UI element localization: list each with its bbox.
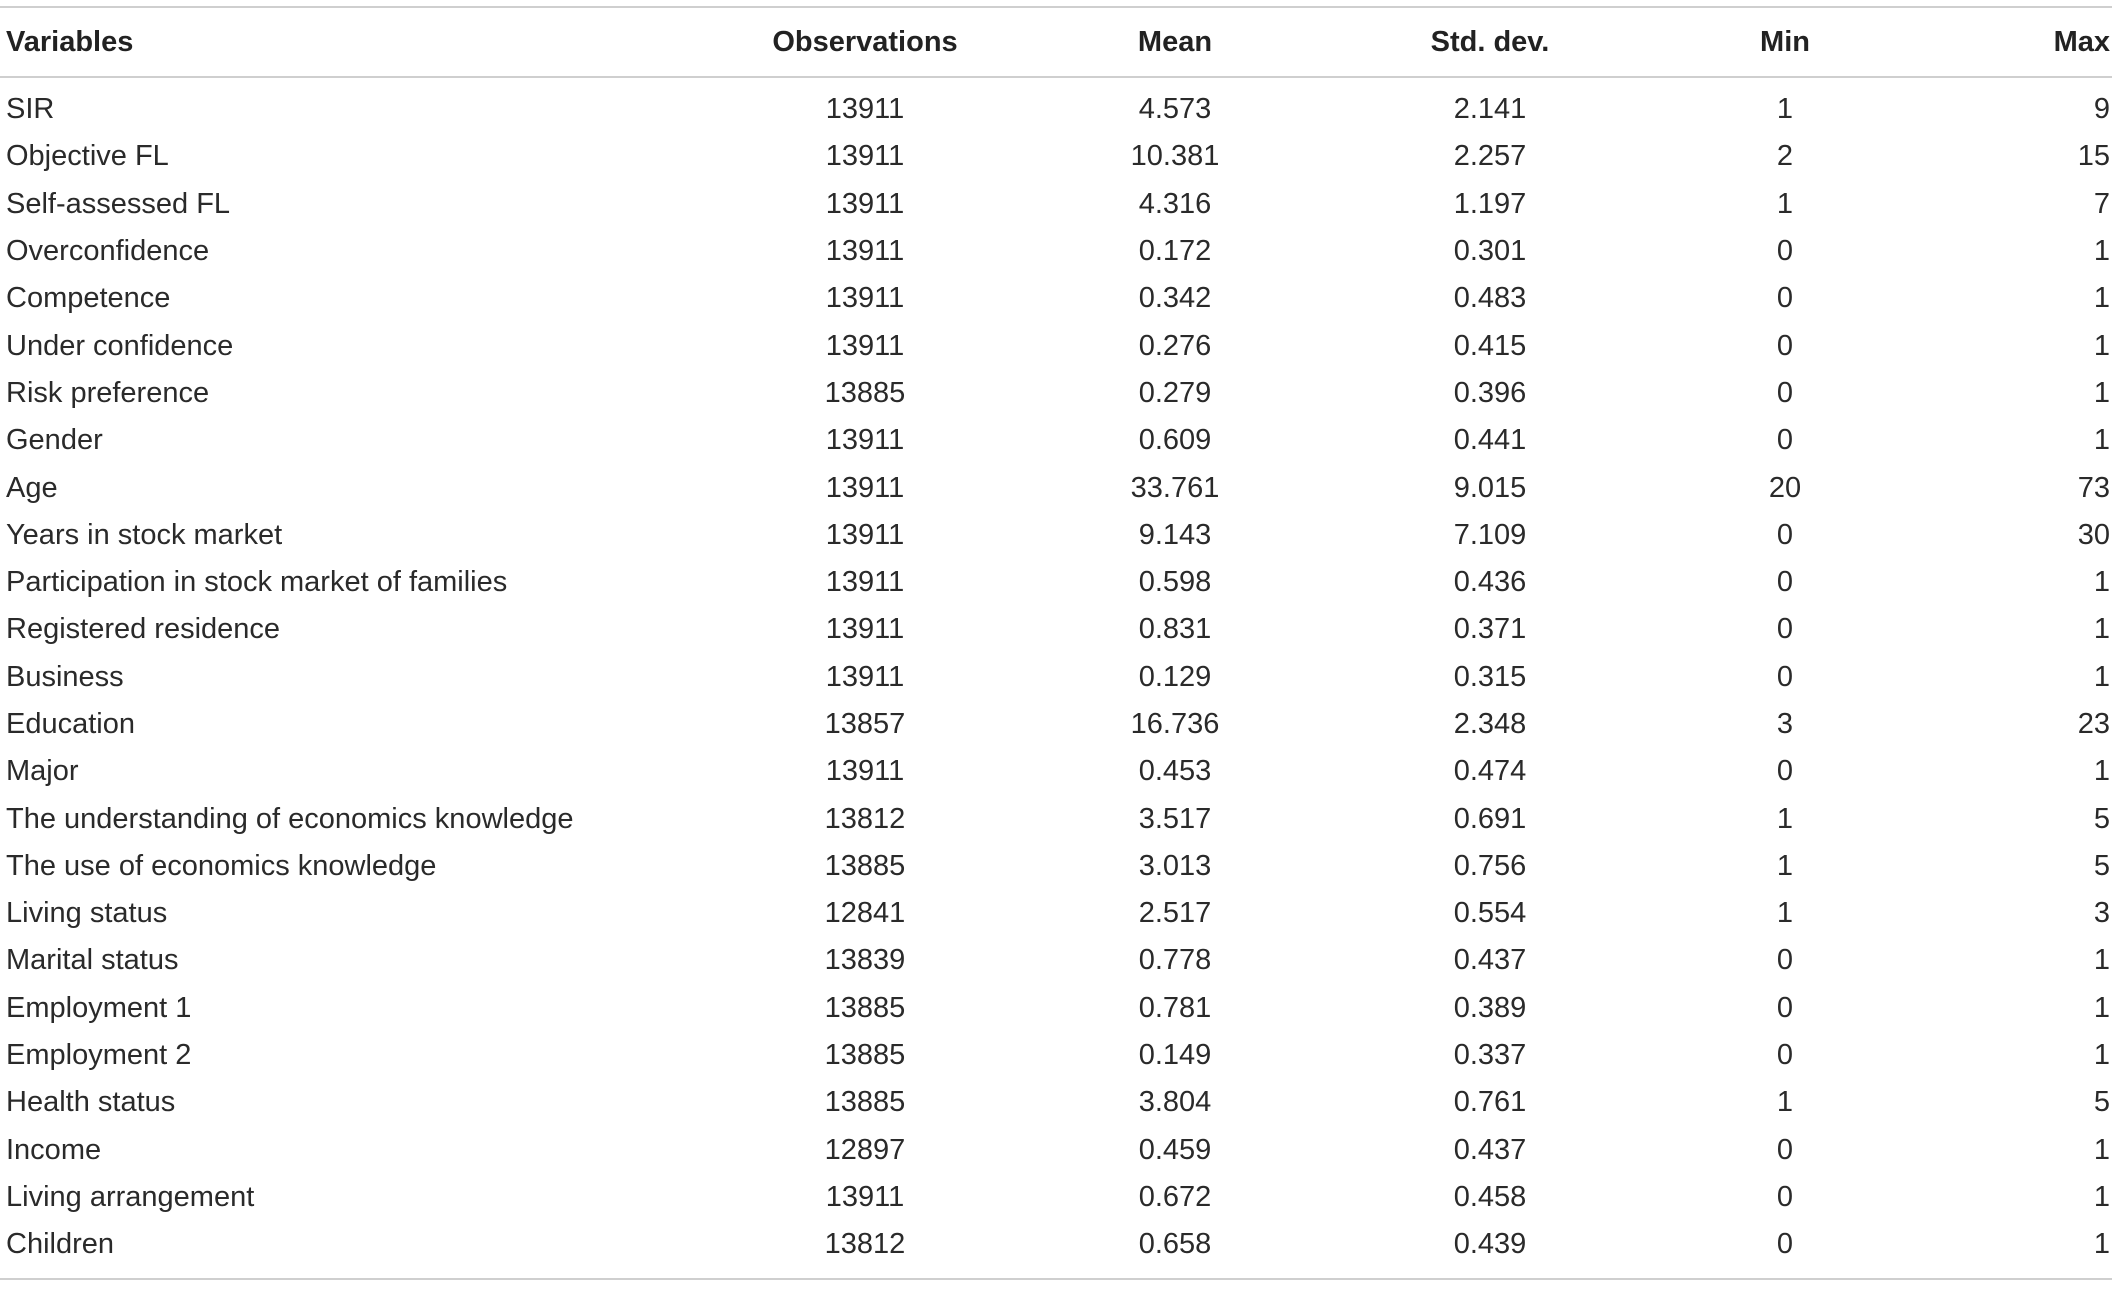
table-row [0,1127,2112,1174]
table-row [0,181,2112,228]
cell-mean: 3.517 [1138,802,1212,835]
cell-max: 1 [2093,376,2110,409]
cell-max: 30 [2077,518,2110,551]
cell-mean: 0.609 [1138,424,1212,457]
cell-min: 0 [1776,329,1794,362]
cell-mean: 16.736 [1130,708,1220,740]
table-body [0,77,2112,1279]
cell-std-dev: 0.458 [1453,1180,1527,1213]
cell-observations: 13911 [825,1180,905,1213]
cell-min: 1 [1776,1086,1794,1119]
cell-max: 1 [2093,1228,2110,1261]
table-row [0,228,2112,275]
cell-mean: 0.658 [1138,1228,1212,1261]
header-max: Max [2053,25,2110,58]
cell-mean: 4.316 [1138,187,1212,220]
cell-std-dev: 2.141 [1453,93,1527,126]
cell-std-dev: 9.015 [1453,471,1527,504]
table-row [0,322,2112,369]
cell-variable: Objective FL [6,140,169,173]
cell-max: 3 [2093,897,2110,930]
cell-min: 0 [1776,424,1794,457]
table-row [0,1174,2112,1221]
cell-std-dev: 0.337 [1453,1039,1527,1072]
cell-min: 2 [1776,140,1794,173]
table-row [0,985,2112,1032]
cell-min: 0 [1776,1133,1794,1166]
cell-mean: 0.276 [1138,329,1212,362]
header-variables: Variables [6,25,134,58]
table-row [0,275,2112,322]
cell-variable: Marital status [6,944,179,977]
header-row [0,7,2112,77]
cell-std-dev: 0.483 [1453,282,1527,315]
table-row [0,1079,2112,1126]
cell-mean: 9.143 [1138,518,1212,551]
cell-mean: 2.517 [1138,897,1212,930]
cell-max: 73 [2077,471,2110,504]
cell-min: 0 [1776,1228,1794,1261]
cell-mean: 33.761 [1130,471,1220,504]
table-row [0,559,2112,606]
cell-min: 0 [1776,991,1794,1024]
cell-mean: 0.342 [1138,282,1212,315]
cell-mean: 0.778 [1138,944,1212,977]
cell-max: 1 [2093,282,2110,315]
cell-min: 1 [1776,187,1794,220]
table-row [0,748,2112,795]
cell-variable: Risk preference [6,376,210,409]
table-row [0,133,2112,180]
cell-variable: Living arrangement [6,1180,255,1213]
cell-min: 0 [1776,944,1794,977]
cell-min: 1 [1776,802,1794,835]
cell-std-dev: 0.415 [1453,329,1527,362]
header-std-dev: Std. dev. [1430,25,1550,58]
cell-variable: Employment 2 [6,1039,192,1072]
cell-max: 1 [2093,755,2110,788]
cell-min: 0 [1776,1180,1794,1213]
cell-variable: Children [6,1228,114,1261]
cell-min: 0 [1776,376,1794,409]
cell-std-dev: 0.301 [1453,235,1527,268]
table-row [0,937,2112,984]
cell-variable: Living status [6,897,168,930]
cell-variable: Registered residence [6,613,281,646]
cell-observations: 13885 [824,1086,906,1119]
cell-mean: 3.804 [1138,1086,1212,1119]
cell-max: 7 [2093,187,2110,220]
cell-variable: Years in stock market [6,518,283,551]
cell-std-dev: 0.691 [1453,802,1527,835]
cell-min: 0 [1776,660,1794,693]
cell-max: 1 [2093,1039,2110,1072]
cell-std-dev: 0.554 [1453,897,1527,930]
cell-std-dev: 2.257 [1453,140,1527,173]
table-row [0,77,2112,133]
cell-variable: SIR [6,93,55,126]
cell-observations: 13911 [825,566,905,599]
cell-variable: Business [6,660,124,693]
cell-max: 23 [2077,708,2110,740]
cell-mean: 0.172 [1138,235,1212,268]
cell-min: 1 [1776,849,1794,882]
cell-max: 1 [2093,613,2110,646]
table-row [0,464,2112,511]
cell-min: 1 [1776,897,1794,930]
cell-observations: 13911 [825,235,905,268]
cell-std-dev: 0.439 [1453,1228,1527,1261]
table-row [0,654,2112,701]
cell-observations: 13911 [825,329,905,362]
cell-max: 5 [2093,1086,2110,1119]
cell-min: 0 [1776,235,1794,268]
cell-observations: 13911 [825,755,905,788]
cell-variable: Overconfidence [6,235,210,268]
cell-std-dev: 1.197 [1453,187,1527,220]
cell-max: 1 [2093,235,2110,268]
cell-observations: 13911 [825,613,905,646]
cell-mean: 0.781 [1138,991,1212,1024]
table-row [0,370,2112,417]
cell-std-dev: 0.474 [1453,755,1527,788]
cell-mean: 0.453 [1138,755,1212,788]
statistics-table-container [0,6,2112,1280]
cell-observations: 13911 [825,471,905,504]
descriptive-statistics-table [0,6,2112,1280]
cell-std-dev: 0.437 [1453,944,1527,977]
table-row [0,795,2112,842]
cell-max: 9 [2093,93,2110,126]
cell-variable: Health status [6,1086,176,1119]
cell-max: 1 [2093,424,2110,457]
cell-variable: The use of economics knowledge [6,849,437,882]
cell-mean: 0.129 [1138,660,1212,693]
cell-std-dev: 0.761 [1453,1086,1527,1119]
cell-mean: 3.013 [1138,849,1212,882]
table-row [0,417,2112,464]
cell-observations: 12841 [824,897,906,930]
cell-observations: 13911 [825,424,905,457]
cell-observations: 13857 [824,708,906,740]
cell-std-dev: 2.348 [1453,708,1527,740]
cell-observations: 13911 [825,187,905,220]
cell-std-dev: 0.315 [1453,660,1527,693]
cell-observations: 13885 [824,849,906,882]
cell-variable: The understanding of economics knowledge [6,802,574,835]
cell-variable: Competence [6,282,171,315]
cell-std-dev: 0.436 [1453,566,1527,599]
cell-observations: 13911 [825,93,905,126]
table-row [0,606,2112,653]
cell-observations: 13885 [824,991,906,1024]
cell-variable: Age [6,471,58,504]
cell-min: 0 [1776,613,1794,646]
cell-mean: 4.573 [1138,93,1212,126]
header-mean: Mean [1137,25,1213,58]
cell-max: 1 [2093,566,2110,599]
cell-observations: 12897 [824,1133,906,1166]
cell-max: 1 [2093,660,2110,693]
cell-std-dev: 7.109 [1453,518,1527,551]
cell-variable: Self-assessed FL [6,187,231,220]
cell-max: 1 [2093,329,2110,362]
cell-max: 1 [2093,1180,2110,1213]
cell-observations: 13812 [824,802,906,835]
header-min: Min [1760,25,1810,58]
table-header [0,7,2112,77]
cell-max: 1 [2093,1133,2110,1166]
cell-observations: 13911 [825,660,905,693]
cell-mean: 10.381 [1130,140,1220,173]
cell-std-dev: 0.437 [1453,1133,1527,1166]
cell-variable: Employment 1 [6,991,192,1024]
table-row [0,512,2112,559]
cell-std-dev: 0.441 [1453,424,1527,457]
cell-variable: Income [6,1133,102,1166]
cell-std-dev: 0.756 [1453,849,1527,882]
cell-observations: 13839 [824,944,906,977]
header-observations: Observations [772,25,958,58]
cell-variable: Participation in stock market of families [6,566,508,599]
cell-max: 1 [2093,991,2110,1024]
cell-max: 15 [2077,140,2110,173]
cell-mean: 0.598 [1138,566,1212,599]
cell-max: 5 [2093,849,2110,882]
cell-mean: 0.459 [1138,1133,1212,1166]
cell-mean: 0.279 [1138,376,1212,409]
cell-observations: 13911 [825,140,905,173]
table-row [0,1221,2112,1279]
cell-variable: Major [6,755,79,788]
cell-mean: 0.149 [1138,1039,1212,1072]
cell-min: 0 [1776,1039,1794,1072]
cell-max: 5 [2093,802,2110,835]
cell-observations: 13885 [824,1039,906,1072]
cell-observations: 13911 [825,518,905,551]
table-row [0,890,2112,937]
cell-min: 0 [1776,518,1794,551]
cell-observations: 13885 [824,376,906,409]
cell-observations: 13911 [825,282,905,315]
cell-std-dev: 0.396 [1453,376,1527,409]
cell-variable: Education [6,708,135,740]
cell-min: 1 [1776,93,1794,126]
cell-observations: 13812 [824,1228,906,1261]
cell-min: 3 [1776,708,1794,740]
cell-std-dev: 0.371 [1453,613,1527,646]
cell-min: 0 [1776,566,1794,599]
table-row [0,843,2112,890]
cell-std-dev: 0.389 [1453,991,1527,1024]
cell-min: 0 [1776,755,1794,788]
cell-min: 20 [1768,471,1802,504]
table-row [0,701,2112,748]
cell-min: 0 [1776,282,1794,315]
cell-mean: 0.831 [1138,613,1212,646]
cell-max: 1 [2093,944,2110,977]
table-row [0,1032,2112,1079]
cell-mean: 0.672 [1138,1180,1212,1213]
cell-variable: Under confidence [6,329,234,362]
cell-variable: Gender [6,424,103,457]
